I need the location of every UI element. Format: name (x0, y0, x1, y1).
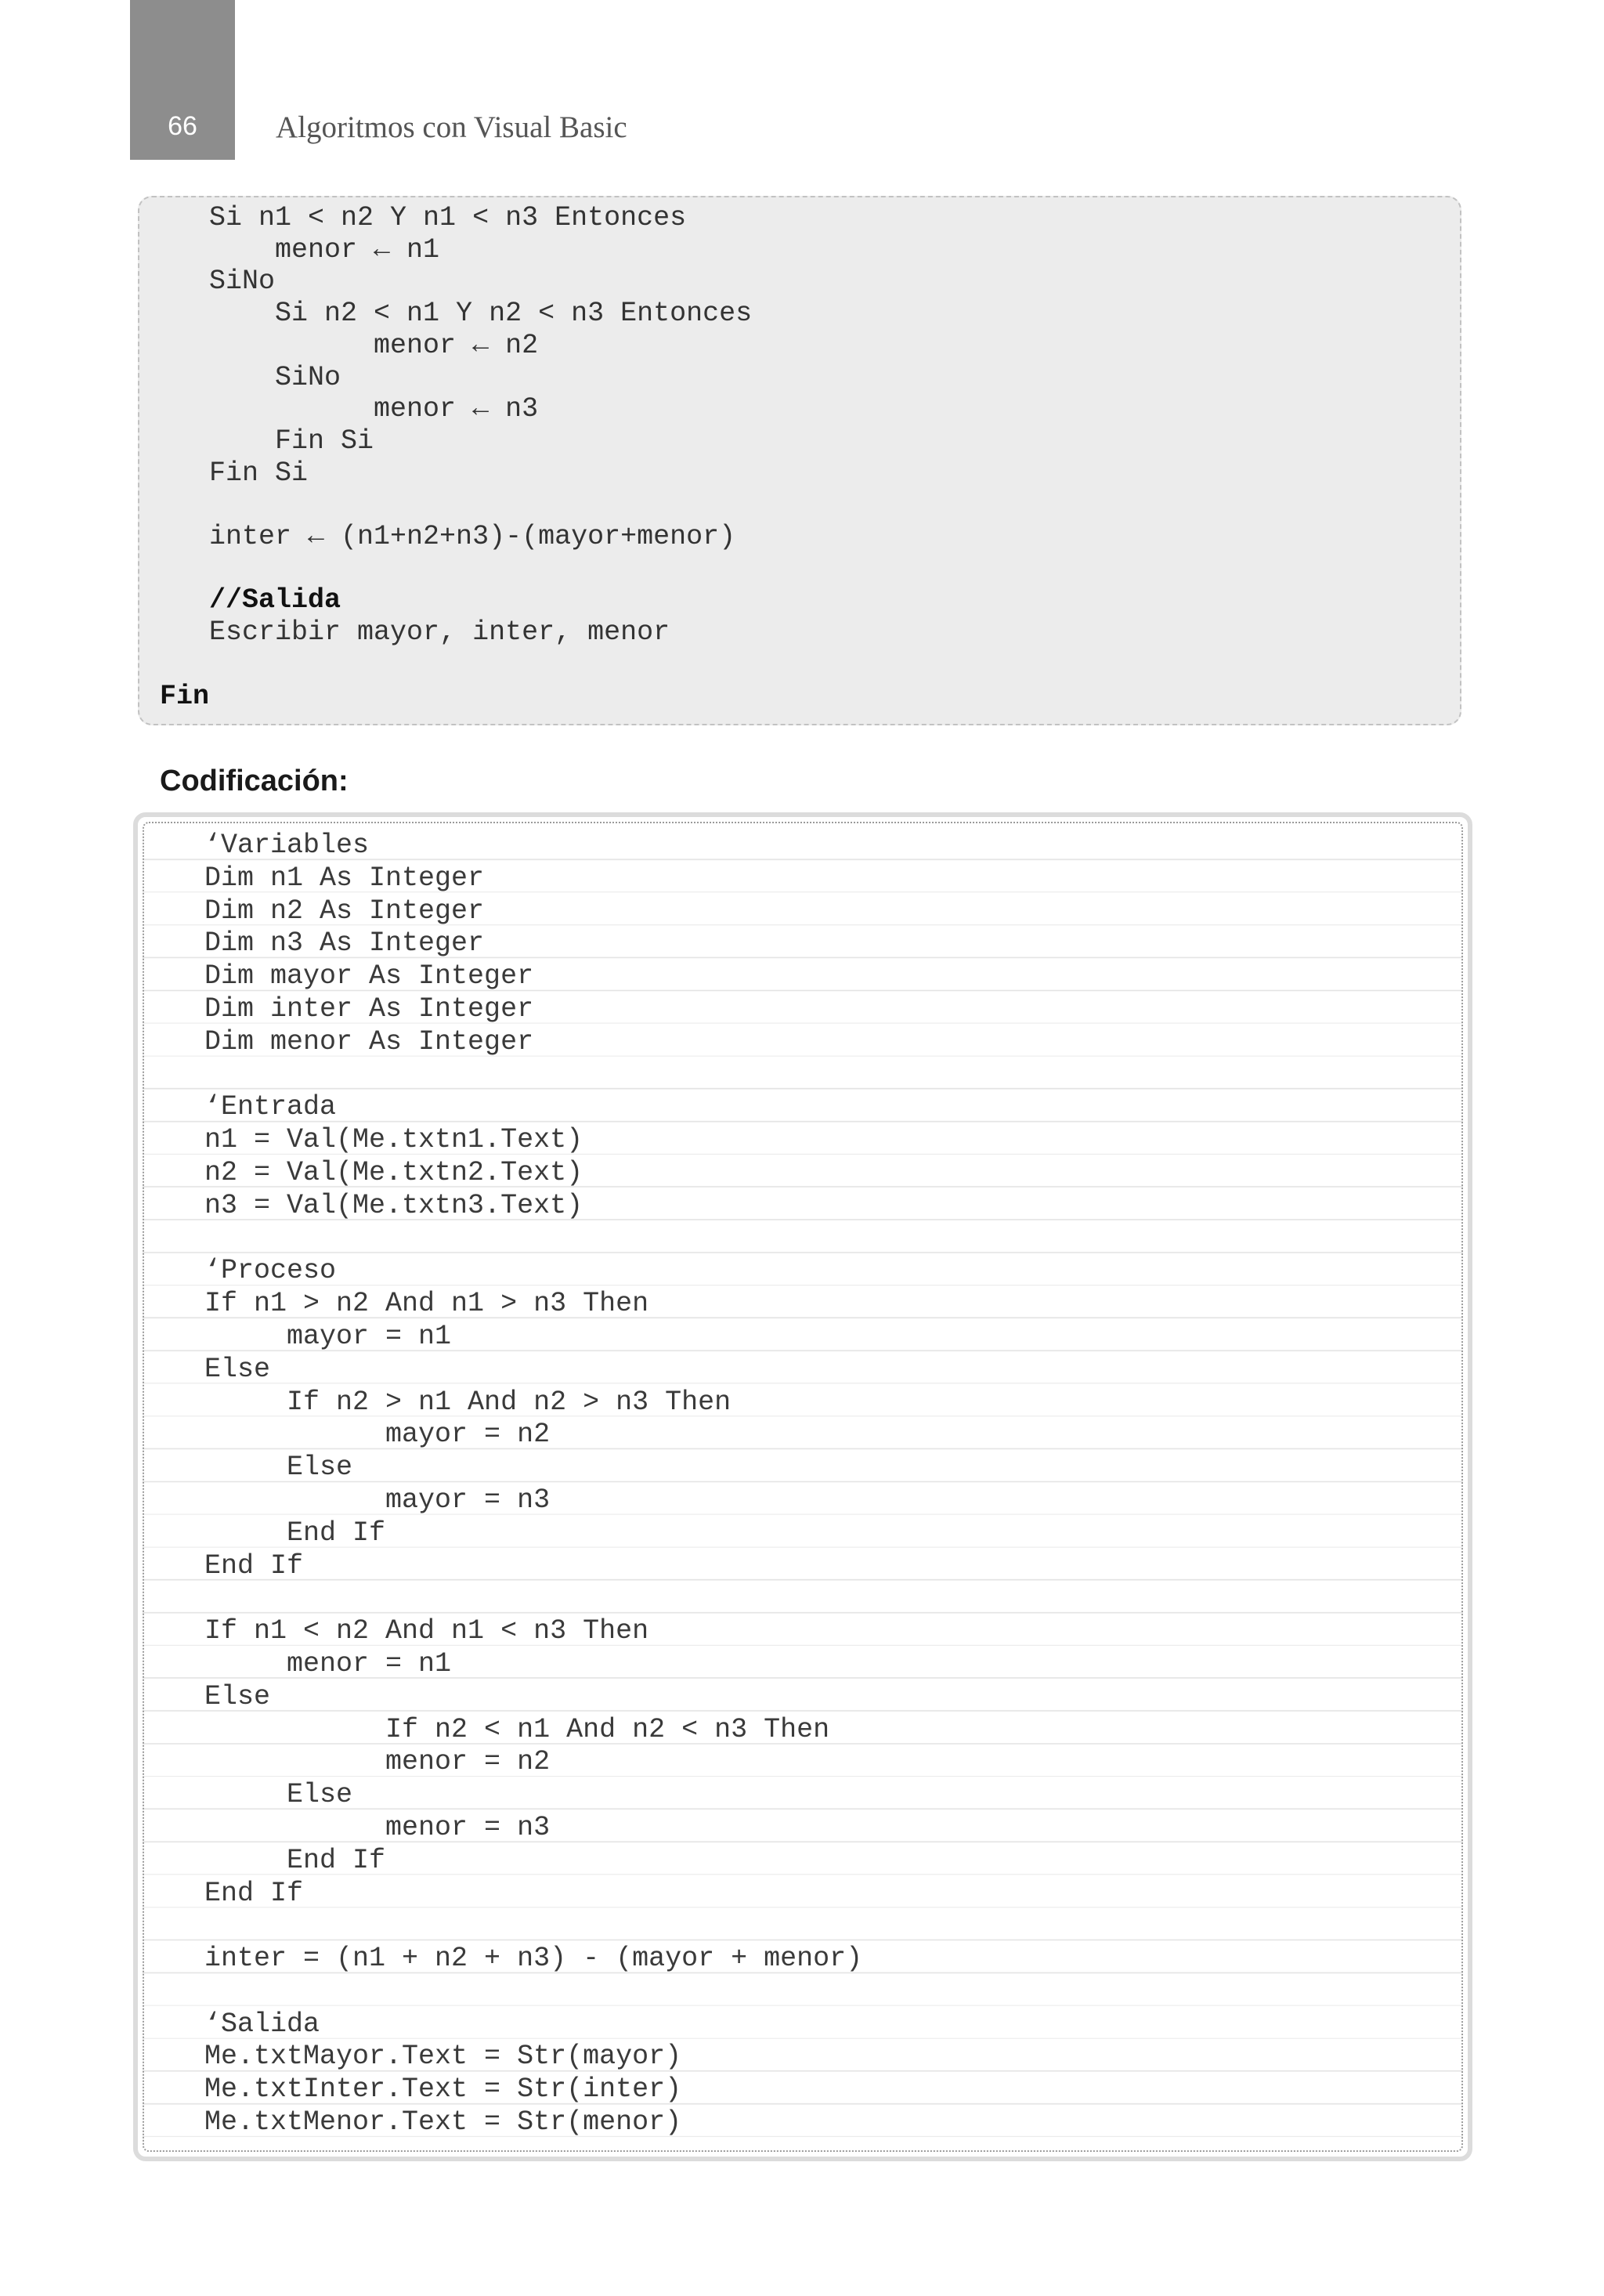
pseudocode-lines-before: Si n1 < n2 Y n1 < n3 Entonces menor ← n1 SiNo Si n2 < n1 Y n2 < n3 Entonces menor ← n2 SiNo menor ← n3 Fin Si Fin Si inter ← (n1+n2+n3)-(mayor+menor) (209, 202, 753, 553)
running-title: Algoritmos con Visual Basic (276, 110, 627, 144)
output-comment: //Salida (209, 584, 341, 616)
pseudocode-text (160, 202, 752, 712)
code-listing-inner (143, 822, 1463, 2152)
vb-code-text: ‘Variables Dim n1 As Integer Dim n2 As Integer Dim n3 As Integer Dim mayor As Integer Dim inter As Integer Dim menor As Integer ‘Entrada n1 = Val(Me.txtn1.Text) n2 = Val(Me.txtn2.Text) n3 = Val(Me.txtn3.Text) ‘Proceso If n1 > n2 And n1 > n3 Then mayor = n1 Else If n2 > n1 And n2 > n3 Then mayor = n2 Else mayor = n3 End If End If If n1 < n2 And n1 < n3 Then menor = n1 Else If n2 < n1 And n2 < n3 Then menor = n2 Else menor = n3 End If End If inter = (n1 + n2 + n3) - (mayor + menor) ‘Salida Me.txtMayor.Text = Str(mayor) Me.txtInter.Text = Str(inter) Me.txtMenor.Text = Str(menor) (204, 830, 863, 2139)
end-keyword: Fin (160, 680, 210, 712)
pseudocode-lines-after: Escribir mayor, inter, menor (209, 616, 670, 649)
page-number: 66 (168, 111, 197, 141)
pseudocode-block (138, 196, 1461, 725)
section-heading: Codificación: (160, 765, 349, 797)
code-listing (133, 812, 1472, 2161)
